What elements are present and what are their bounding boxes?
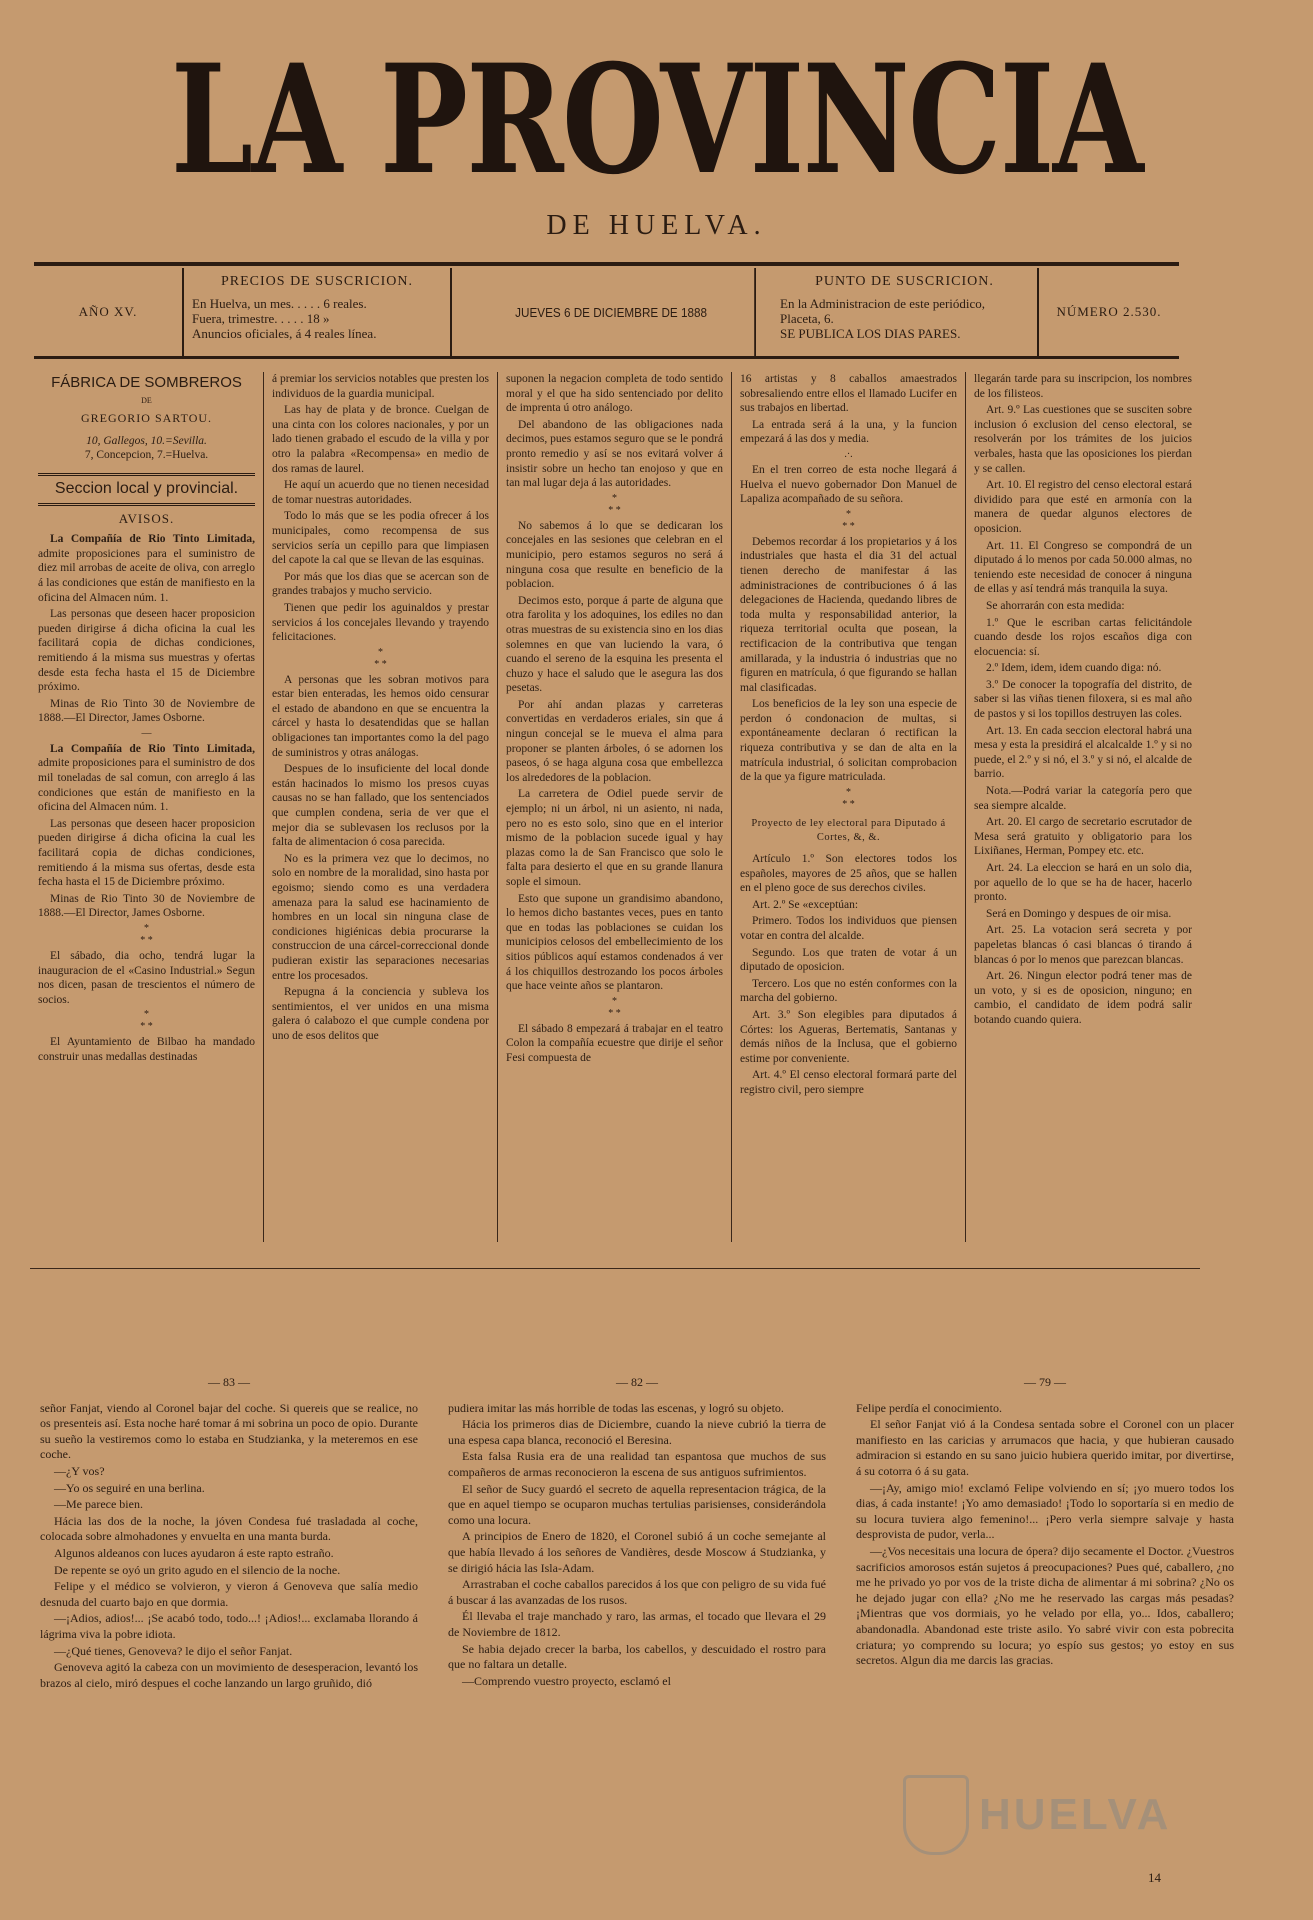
paragraph: á premiar los servicios notables que presten los individuos de la guardia municipal. — [272, 373, 489, 400]
separator: — — [141, 727, 152, 739]
paragraph: —¿Qué tienes, Genoveva? le dijo el señor Fanjat. — [54, 1643, 293, 1658]
masthead — [0, 32, 1313, 242]
paragraph: señor Fanjat, viendo al Coronel bajar del coche. Si quereis que se realice, no os presenteis así. Esta noche haré tomar á mi sobrina un poco de opio. Durante su sueño la vestiremos como lo estaba en Studzianka, y la meteremos en ese coche. — [40, 1400, 418, 1462]
paragraph: Hácia las dos de la noche, la jóven Condesa fué trasladada al coche, colocada sobre almohadones y envuelta en una manta burda. — [40, 1513, 418, 1544]
paragraph: Tercero. Los que no estén conformes con la marcha del gobierno. — [740, 977, 957, 1005]
asterism: * * * — [608, 995, 621, 1019]
paragraph: No es la primera vez que lo decimos, no solo en nombre de la moralidad, sino hasta por egoismo; siendo como es una verdadera amenaza para la salud ese hacinamiento de hombres en un local sin ninguna clase de condiciones higiénicas debia procurarse la construccion de una cárcel-correccional donde pudieran existir las separaciones necesarias entre los procesados. — [272, 852, 489, 982]
asterism: * * * — [608, 492, 621, 516]
ad-address: 10, Gallegos, 10.=Sevilla. — [86, 434, 207, 447]
paragraph: Felipe perdía el conocimiento. — [856, 1400, 1002, 1415]
info-bar — [34, 268, 1179, 356]
paragraph: Artículo 1.º Son electores todos los españoles, mayores de 25 años, que se hallen en el pleno goce de sus derechos civiles. — [740, 853, 957, 895]
asterism: * * * — [140, 1009, 153, 1033]
column-2 — [264, 372, 498, 1242]
asterism: * * * — [374, 646, 387, 670]
paragraph: El sábado, dia ocho, tendrá lugar la inauguracion de el «Casino Industrial.» Segun nos dicen, pasan de trescientos el número de socios. — [38, 950, 255, 1006]
paragraph: De repente se oyó un grito agudo en el silencio de la noche. — [54, 1562, 341, 1577]
asterism: * * * — [842, 786, 855, 810]
separator: .·. — [844, 448, 853, 460]
watermark-text: HUELVA — [979, 1790, 1172, 1839]
paragraph: La carretera de Odiel puede servir de ejemplo; ni un árbol, ni un asiento, ni nada, pero no es esto solo, sino que en el interior mismo de la poblacion sucede igual y hay plazas como la de San Francisco que solo le falta para desierto el que en su grande llanura sople el simoun. — [506, 788, 723, 888]
paragraph: Será en Domingo y despues de oir misa. — [986, 907, 1172, 920]
paragraph: Minas de Rio Tinto 30 de Noviembre de 1888.—El Director, James Osborne. — [38, 892, 255, 920]
paragraph: Debemos recordar á los propietarios y á los industriales que hasta el dia 31 del actual tienen derecho de manifestar á las administraciones de contribuciones ó á las delegaciones de Hacienda, quedando libres de toda multa y responsabilidad anterior, la riqueza territorial oculta que posean, la rectificacion de la contributiva que tengan amillarada, y la industria ó industrias que no figuren en matrícula, ó que figurando se hallan mal clasificadas. — [740, 535, 957, 694]
column-3 — [498, 372, 732, 1242]
subscription-prices — [184, 268, 452, 356]
paragraph: Art. 25. La votacion será secreta y por papeletas blancas ó casi blancas ó tirando á blancas ó por lo menos que parezcan blancas. — [974, 924, 1192, 966]
paragraph: Arrastraban el coche caballos parecidos á los que con peligro de su vida fué á buscar á las avanzadas de los rusos. — [448, 1577, 826, 1607]
folletin-page-number: — 82 — — [616, 1375, 658, 1389]
paragraph: Las hay de plata y de bronce. Cuelgan de una cinta con los colores nacionales, y por un lado tienen grabado el escudo de la villa y por otro la palabra «Recompensa» en medio de dos ramas de laurel. — [272, 404, 489, 475]
paragraph: He aquí un acuerdo que no tienen necesidad de tomar nuestras autoridades. — [272, 479, 489, 506]
ad-heading: FÁBRICA DE SOMBREROS — [51, 374, 242, 391]
paragraph: Despues de lo insuficiente del local donde están hacinados lo mismo los presos cuyas causas no se han fallado, que los sentenciados que cumplen condena, seria de ver que el mejor dia se sublevasen los reclusos por la falta de alimentacion ó cosa parecida. — [272, 763, 489, 849]
paragraph: Él llevaba el traje manchado y raro, las armas, el tocado que llevara el 29 de Noviembre de 1812. — [448, 1609, 826, 1639]
paragraph: Decimos esto, porque á parte de alguna que otra farolita y los adoquines, los ediles no dan otras muestras de su existencia sino en los dias solemnes en que van luciendo la vara, ó cuando el sereno de la esquina les presenta el chuzo y hace el saludo que le asegura las dos pesetas. — [506, 594, 723, 695]
paragraph — [38, 532, 255, 605]
asterism: * * * — [842, 508, 855, 532]
point-line: SE PUBLICA LOS DIAS PARES. — [780, 326, 961, 341]
paragraph: Primero. Todos los individuos que piensen votar en contra del alcalde. — [740, 915, 957, 942]
prices-title: PRECIOS DE SUSCRICION. — [221, 274, 413, 289]
paragraph: 3.º De conocer la topografía del distrito, de saber si las viñas tienen filoxera, si es mal año de pastos y si los topillos destruyen las coles. — [974, 678, 1192, 721]
paragraph: A personas que les sobran motivos para estar bien enteradas, les hemos oido censurar el estado de abandono en que se encuentra la cárcel y hasta lo desatendidas que se hallan obligaciones tan importantes como la del pago de suministros y otras análogas. — [272, 673, 489, 759]
newspaper-title: LA PROVINCIA — [170, 32, 1143, 208]
paragraph: Hácia los primeros dias de Diciembre, cuando la nieve cubrió la tierra de una espesa capa blanca, reconoció el Beresina. — [448, 1417, 826, 1447]
section-title: Seccion local y provincial. — [38, 473, 255, 506]
paragraph: Segundo. Los que traten de votar á un diputado de oposicion. — [740, 946, 957, 974]
paragraph: Art. 9.º Las cuestiones que se susciten sobre inclusion ó exclusion del censo electoral, se resolverán por los trámites de los juicios verbales, hasta que las oposiciones los pierdan y se callen. — [974, 404, 1192, 475]
paragraph: Del abandono de las obligaciones nada decimos, pues estamos seguro que se le pondrá pronto remedio y así se nos evitará volver á insistir sobre un hecho tan enojoso y que en tan mal lugar deja á las autoridades. — [506, 418, 723, 490]
folletin-column-2 — [448, 1375, 826, 1895]
point-line: En la Administracion de este periódico, — [780, 296, 986, 311]
column-5 — [966, 372, 1200, 1242]
paragraph: Art. 20. El cargo de secretario escrutador de Mesa será gratuito y obligatorio para los Lixiñanes, Herman, Pompey etc. etc. — [974, 816, 1192, 858]
asterism: * * * — [140, 923, 153, 946]
ad-address-2: 7, Concepcion, 7.=Huelva. — [84, 449, 209, 462]
folletin-page-number: — 79 — — [1024, 1375, 1066, 1389]
paragraph: Esto que supone un grandisimo abandono, lo hemos dicho bastantes veces, pues en tanto que en todas las poblaciones se cuidan los municipios celosos del embellecimiento de los sitios públicos aquí estamos condenados á ver á los chiquillos destrozando los pocos árboles que hace veinte años se plantaron. — [506, 892, 723, 993]
top-rule — [34, 262, 1179, 266]
paragraph: No sabemos á lo que se dedicaran los concejales en las sesiones que celebran en el municipio, pero estamos seguros no será á ninguna cosa que resulte en beneficio de la poblacion. — [506, 519, 723, 591]
paragraph: Esta falsa Rusia era de una realidad tan espantosa que muchos de sus compañeros de armas reconocieron la escena de sus antiguos sufrimientos. — [448, 1449, 826, 1479]
paragraph: El Ayuntamiento de Bilbao ha mandado construir unas medallas destinadas — [38, 1036, 255, 1063]
lead-text: La Compañía de Rio Tinto Limitada, — [50, 533, 255, 546]
paragraph: Nota.—Podrá variar la categoría pero que sea siempre alcalde. — [974, 785, 1192, 812]
paragraph: Tienen que pedir los aguinaldos y prestar servicios á los concejales llevando y trayendo felicitaciones. — [272, 601, 489, 644]
paragraph — [38, 742, 255, 815]
paragraph: Art. 24. La eleccion se hará en un solo dia, por aquello de lo que se ha de hacer, hacerlo pronto. — [974, 862, 1192, 904]
column-4 — [732, 372, 966, 1242]
info-bottom-rule — [34, 356, 1179, 359]
price-line: Fuera, trimestre. . . . . 18 » — [192, 311, 330, 326]
paragraph: Por más que los dias que se acercan son de grandes trabajos y mucho servicio. — [272, 570, 489, 598]
paragraph: Todo lo más que se les podia ofrecer á los municipales, como recompensa de sus servicios sería un cepillo para que limpiasen del capote la cal que se llevan de las esquinas. — [272, 510, 489, 567]
price-line: Anuncios oficiales, á 4 reales línea. — [192, 326, 377, 341]
paragraph: Minas de Rio Tinto 30 de Noviembre de 1888.—El Director, James Osborne. — [38, 697, 255, 725]
paragraph: Art. 4.º El censo electoral formará parte del registro civil, pero siempre — [740, 1069, 957, 1096]
paragraph: A principios de Enero de 1820, el Coronel subió á un coche semejante al que había llevado á los señores de Vandières, desde Moscow á Studzianka, y se dirigió hácia las Isla-Adam. — [448, 1529, 826, 1575]
paragraph: llegarán tarde para su inscripcion, los nombres de los filisteos. — [974, 373, 1192, 400]
folletin-divider — [30, 1268, 1200, 1269]
paragraph-text: admite proposiciones para el suministro de dos mil toneladas de sal comun, con arreglo á las condiciones que están de manifiesto en la oficina del Almacen núm. 1. — [38, 757, 255, 814]
paragraph: Art. 11. El Congreso se compondrá de un diputado á lo menos por cada 50.000 almas, no teniendo este necesidad de conocer á ninguna de ellas y así tendrá más tranquila la suya. — [974, 539, 1192, 596]
paragraph: —¡Ay, amigo mio! exclamó Felipe volviendo en sí; ¡yo muero todos los dias, á cada instante! ¡Yo amo demasiado! ¡Todo lo soportaría si en medio de su locura tuviera algo femenino!... ¡Pero verla siempre salvaje y hasta desprovista de pudor, verla... — [856, 1480, 1234, 1542]
paragraph-text: admite proposiciones para el suministro de diez mil arrobas de aceite de oliva, con arreglo á las condiciones que están de manifiesto en la oficina del Almacen núm. 1. — [38, 547, 255, 604]
newspaper-subtitle: DE HUELVA. — [546, 210, 767, 241]
paragraph: El señor Fanjat vió á la Condesa sentada sobre el Coronel con un placer manifiesto en las caricias y arrumacos que hacia, y que hubieran causado admiracion si estando en su sano juicio hubiera querido imitar, por divertirse, á su cotorra ó á su gata. — [856, 1417, 1234, 1478]
year-label: AÑO XV. — [34, 268, 184, 356]
price-line: En Huelva, un mes. . . . . 6 reales. — [192, 296, 367, 311]
paragraph: Se ahorrarán con esta medida: — [986, 599, 1125, 612]
issue-date: JUEVES 6 DE DICIEMBRE DE 1888 — [468, 268, 756, 356]
paragraph: —Comprendo vuestro proyecto, esclamó el — [462, 1673, 671, 1688]
bill-heading: Proyecto de ley electoral para Diputado á Cortes, &, &. — [751, 817, 946, 844]
paragraph: Felipe y el médico se volvieron, y vieron á Genoveva que salía medio desnuda del cuarto bajo en que dormia. — [40, 1579, 418, 1609]
paragraph: En el tren correo de esta noche llegará á Huelva el nuevo gobernador Don Manuel de Lapaliza acompañado de su señora. — [740, 463, 957, 506]
paragraph: Por ahí andan plazas y carreteras convertidas en verdaderos eriales, sin que á ningun concejal se le mueva el alma para proponer se planten árboles, ó se adornen los paseos, ó se haga alguna cosa que embellezca los alrededores de la poblacion. — [506, 698, 723, 784]
ad-name: GREGORIO SARTOU. — [80, 411, 213, 426]
paragraph: Algunos aldeanos con luces ayudaron á este rapto estraño. — [54, 1545, 334, 1560]
paragraph: Los beneficios de la ley son una especie de perdon ó condonacion de multas, si expontáneamente declaran ó rectifican la riqueza contributiva y se dan de alta en la matrícula industrial, ó solicitan comprobacion de la que ya figure matriculada. — [740, 698, 957, 784]
paragraph: Art. 26. Ningun elector podrá tener mas de un voto, y si es de oposicion, ninguno; en cambio, el candidato de idem podrá salir botando cuando quiera. — [974, 970, 1192, 1026]
paragraph: —¿Vos necesitais una locura de ópera? dijo secamente el Doctor. ¿Vuestros sacrificios amorosos están sujetos á preocupaciones? Pues qué, caballero, ¿no me he privado yo por vos de la triste dicha de alimentar á mi sobrina? ¿No os he dejado jugar con ella? ¿No me he reservado las cargas más pesadas? ¡Mientras que vos dormiais, yo he velado por ella, yo... Idos, caballero; abandonadla. Abandonad este triste asilo. Yo sabré vivir con esta pobrecita criatura; yo comprendo su locura; yo espío sus gestos; yo estoy en sus secretos. Algun dia me darcis las gracias. — [856, 1543, 1234, 1668]
paragraph: El señor de Sucy guardó el secreto de aquella representacion trágica, de la que en aquel tiempo se ocuparon muchas tertulias parisienses, considerándola como una locura. — [448, 1481, 826, 1527]
paragraph: —¿Y vos? — [54, 1463, 105, 1478]
paragraph: Art. 3.º Son elegibles para diputados á Córtes: los Agueras, Bertematis, Santanas y demás niños de la Inclusa, que el gobierno estime por conveniente. — [740, 1008, 957, 1065]
paragraph: 2.º Idem, idem, idem cuando diga: nó. — [986, 662, 1162, 675]
paragraph: —Me parece bien. — [54, 1497, 143, 1512]
paragraph: Genoveva agitó la cabeza con un movimiento de desesperacion, levantó los brazos al cielo, miró despues el coche lanzando un largo gruñido, dió — [40, 1660, 418, 1690]
column-1 — [30, 372, 264, 1242]
paragraph: 16 artistas y 8 caballos amaestrados sobresaliendo entre ellos el llamado Lucifer en sus trabajos en libertad. — [740, 373, 957, 415]
paragraph: suponen la negacion completa de todo sentido moral y el que ha sido sentenciado por delito de imprenta ú otro análogo. — [506, 373, 723, 415]
point-title: PUNTO DE SUSCRICION. — [815, 274, 994, 289]
issue-number: NÚMERO 2.530. — [1056, 304, 1162, 319]
page-number: 14 — [1148, 1870, 1161, 1885]
lead-text: La Compañía de Rio Tinto Limitada, — [50, 742, 255, 755]
avisos-heading: AVISOS. — [118, 510, 175, 526]
paragraph: Art. 10. El registro del censo electoral estará dividido para que esté en armonía con la manera de quedar algunos electores de oposicion. — [974, 479, 1192, 535]
shield-icon — [903, 1775, 969, 1855]
paragraph: Las personas que deseen hacer proposicion pueden dirigirse á dicha oficina la cual les facilitará copia de dichas condiciones, remitiendo á la misma sus ofertas, desde esta fecha hasta el 15 de Diciembre próximo. — [38, 817, 255, 889]
paragraph: Se habia dejado crecer la barba, los cabellos, y descuidado el rostro para que no faltara un detalle. — [448, 1641, 826, 1672]
subscription-point — [772, 268, 1039, 356]
news-columns — [30, 372, 1200, 1242]
paragraph: Art. 2.º Se «exceptúan: — [752, 898, 859, 911]
folletin-column-1 — [40, 1375, 418, 1895]
paragraph: Art. 13. En cada seccion electoral habrá una mesa y esta la presidirá el alcalcalde 1.º y si no puede, el 2.º y si nó, el 3.º y si nó, el alcalde de barrio. — [974, 724, 1192, 781]
paragraph: —Yo os seguiré en una berlina. — [54, 1480, 205, 1495]
paragraph: Repugna á la conciencia y subleva los sentimientos, el ver unidos en una misma galera ó calabozo el que cumple condena por uno de esos delitos que — [272, 986, 489, 1042]
paragraph: pudiera imitar las más horrible de todas las escenas, y logró su objeto. — [448, 1400, 784, 1415]
folletin-page-number: — 83 — — [208, 1375, 250, 1389]
paragraph: 1.º Que le escriban cartas felicitándole cuando desde los rojos escaños diga con elocuencia: sí. — [974, 616, 1192, 658]
paragraph: La entrada será á la una, y la funcion empezará á las dos y media. — [740, 418, 957, 446]
paragraph: —¡Adios, adios!... ¡Se acabó todo, todo...! ¡Adios!... exclamaba llorando á lágrima viva la pobre idiota. — [40, 1611, 418, 1641]
paragraph: Las personas que deseen hacer proposicion pueden dirigirse á dicha oficina la cual les facilitará copia de dichas condiciones, remitiendo á la misma sus muestras y ofertas desde esta fecha hasta el 15 de Diciembre próximo. — [38, 608, 255, 694]
paragraph: El sábado 8 empezará á trabajar en el teatro Colon la compañía ecuestre que dirije el señor Fesi compuesta de — [506, 1022, 723, 1064]
ad-de: DE — [141, 395, 152, 405]
point-line: Placeta, 6. — [780, 311, 834, 326]
archive-watermark — [903, 1770, 1233, 1860]
